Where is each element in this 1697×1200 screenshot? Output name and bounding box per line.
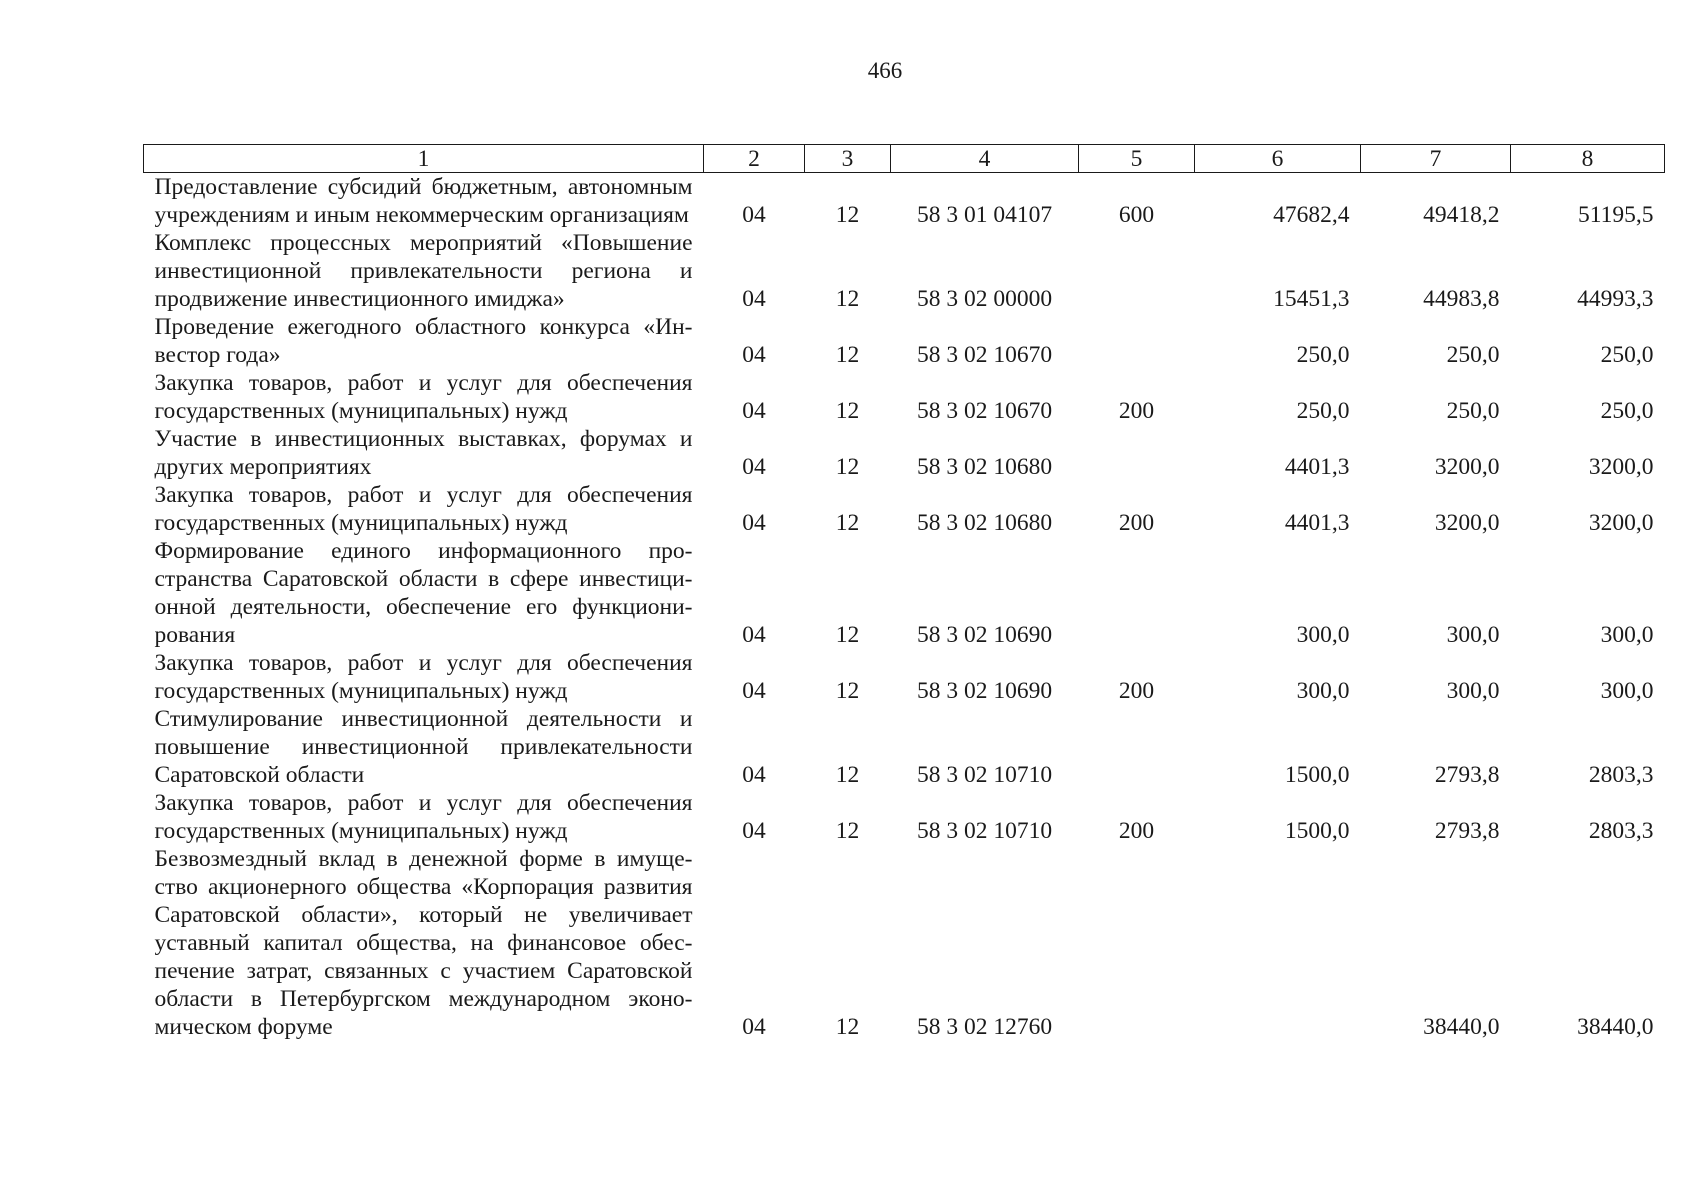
column-header-5: 5 (1079, 145, 1195, 173)
subsection-code: 12 (835, 510, 860, 536)
expense-type-code: 200 (1118, 510, 1155, 536)
table-row (144, 649, 1665, 705)
amount-col-8: 2803,3 (1588, 818, 1654, 844)
amount-col-7: 2793,8 (1434, 762, 1500, 788)
amount-col-6: 300,0 (1296, 678, 1350, 704)
amount-col-7: 38440,0 (1423, 1014, 1500, 1040)
table-row (144, 481, 1665, 537)
amount-col-8: 44993,3 (1577, 286, 1654, 312)
amount-col-8: 3200,0 (1588, 454, 1654, 480)
expense-type-code: 200 (1118, 398, 1155, 424)
target-article-code: 58 3 01 04107 (916, 202, 1053, 228)
expense-name: Безвозмездный вклад в денежной форме в имущество акционерного общества «Корпорация развития Саратовской области», который не увеличивает уставный капитал общества, на финансовое обеспечение затрат, связанных с участием Саратовской области в Петербургском международном экономическом форуме (154, 846, 693, 1040)
section-code: 04 (742, 342, 766, 368)
section-code: 04 (742, 678, 766, 704)
amount-col-6: 15451,3 (1273, 286, 1350, 312)
subsection-code: 12 (835, 622, 860, 648)
amount-col-7: 3200,0 (1434, 454, 1500, 480)
table-row (144, 537, 1665, 649)
expense-type-code (1079, 537, 1195, 649)
target-article-code: 58 3 02 10680 (916, 454, 1053, 480)
amount-col-7: 49418,2 (1423, 202, 1500, 228)
page-number: 466 (867, 58, 903, 83)
expense-name: Закупка товаров, работ и услуг для обеспечения государственных (муниципальных) нужд (154, 482, 693, 536)
expense-name: Закупка товаров, работ и услуг для обеспечения государственных (муниципальных) нужд (154, 790, 693, 844)
expense-type-code: 200 (1118, 818, 1155, 844)
subsection-code: 12 (835, 342, 860, 368)
amount-col-7: 300,0 (1446, 678, 1500, 704)
amount-col-7: 44983,8 (1423, 286, 1500, 312)
expense-name: Формирование единого информационного пространства Саратовской области в сфере инвестиционной деятельности, обеспечение его функционирования (154, 538, 693, 648)
expense-type-code: 200 (1118, 678, 1155, 704)
section-code: 04 (742, 1014, 766, 1040)
expense-name: Стимулирование инвестиционной деятельности и повышение инвестиционной привлекательности Саратовской области (154, 706, 693, 788)
expense-type-code (1079, 705, 1195, 789)
expense-name: Закупка товаров, работ и услуг для обеспечения государственных (муниципальных) нужд (154, 370, 693, 424)
section-code: 04 (742, 762, 766, 788)
table-row (144, 229, 1665, 313)
table-row (144, 369, 1665, 425)
expense-type-code (1079, 229, 1195, 313)
expense-type-code (1079, 845, 1195, 1041)
amount-col-7: 300,0 (1446, 622, 1500, 648)
section-code: 04 (742, 454, 766, 480)
subsection-code: 12 (835, 286, 860, 312)
subsection-code: 12 (835, 1014, 860, 1040)
expense-type-code: 600 (1118, 202, 1155, 228)
section-code: 04 (742, 286, 766, 312)
column-header-7: 7 (1361, 145, 1511, 173)
target-article-code: 58 3 02 12760 (916, 1014, 1053, 1040)
column-header-3: 3 (805, 145, 891, 173)
target-article-code: 58 3 02 10680 (916, 510, 1053, 536)
section-code: 04 (742, 622, 766, 648)
amount-col-6: 250,0 (1296, 398, 1350, 424)
target-article-code: 58 3 02 10690 (916, 678, 1053, 704)
target-article-code: 58 3 02 10670 (916, 398, 1053, 424)
expense-type-code (1079, 313, 1195, 369)
amount-col-6: 4401,3 (1284, 510, 1350, 536)
table-row (144, 425, 1665, 481)
amount-col-6: 300,0 (1296, 622, 1350, 648)
section-code: 04 (742, 398, 766, 424)
subsection-code: 12 (835, 818, 860, 844)
expense-name: Предоставление субсидий бюджетным, автономным учреждениям и иным некоммерческим организациям (154, 174, 693, 228)
table-row (144, 705, 1665, 789)
section-code: 04 (742, 818, 766, 844)
subsection-code: 12 (835, 398, 860, 424)
column-header-2: 2 (704, 145, 805, 173)
header-row (144, 145, 1665, 173)
table-row (144, 313, 1665, 369)
budget-table (143, 144, 1665, 1041)
expense-name: Проведение ежегодного областного конкурса «Инвестор года» (154, 314, 693, 368)
amount-col-7: 2793,8 (1434, 818, 1500, 844)
section-code: 04 (742, 510, 766, 536)
amount-col-8: 300,0 (1600, 622, 1654, 648)
table-row (144, 789, 1665, 845)
amount-col-6: 1500,0 (1284, 818, 1350, 844)
target-article-code: 58 3 02 00000 (916, 286, 1053, 312)
amount-col-7: 250,0 (1446, 398, 1500, 424)
column-header-6: 6 (1195, 145, 1361, 173)
subsection-code: 12 (835, 454, 860, 480)
expense-name: Закупка товаров, работ и услуг для обеспечения государственных (муниципальных) нужд (154, 650, 693, 704)
section-code: 04 (742, 202, 766, 228)
target-article-code: 58 3 02 10690 (916, 622, 1053, 648)
expense-type-code (1079, 425, 1195, 481)
amount-col-6 (1195, 845, 1361, 1041)
table-row (144, 173, 1665, 230)
amount-col-6: 47682,4 (1273, 202, 1350, 228)
amount-col-6: 250,0 (1296, 342, 1350, 368)
amount-col-8: 300,0 (1600, 678, 1654, 704)
expense-name: Комплекс процессных мероприятий «Повышение инвестиционной привлекательности региона и продвижение инвестиционного имиджа» (154, 230, 693, 312)
amount-col-8: 250,0 (1600, 398, 1654, 424)
amount-col-8: 3200,0 (1588, 510, 1654, 536)
amount-col-6: 1500,0 (1284, 762, 1350, 788)
subsection-code: 12 (835, 762, 860, 788)
amount-col-7: 3200,0 (1434, 510, 1500, 536)
amount-col-8: 38440,0 (1577, 1014, 1654, 1040)
amount-col-8: 250,0 (1600, 342, 1654, 368)
target-article-code: 58 3 02 10670 (916, 342, 1053, 368)
amount-col-6: 4401,3 (1284, 454, 1350, 480)
table-row (144, 845, 1665, 1041)
column-header-4: 4 (891, 145, 1079, 173)
subsection-code: 12 (835, 202, 860, 228)
amount-col-8: 51195,5 (1577, 202, 1654, 228)
amount-col-7: 250,0 (1446, 342, 1500, 368)
column-header-1: 1 (144, 145, 704, 173)
target-article-code: 58 3 02 10710 (916, 762, 1053, 788)
target-article-code: 58 3 02 10710 (916, 818, 1053, 844)
subsection-code: 12 (835, 678, 860, 704)
expense-name: Участие в инвестиционных выставках, форумах и других мероприятиях (154, 426, 693, 480)
amount-col-8: 2803,3 (1588, 762, 1654, 788)
column-header-8: 8 (1511, 145, 1665, 173)
